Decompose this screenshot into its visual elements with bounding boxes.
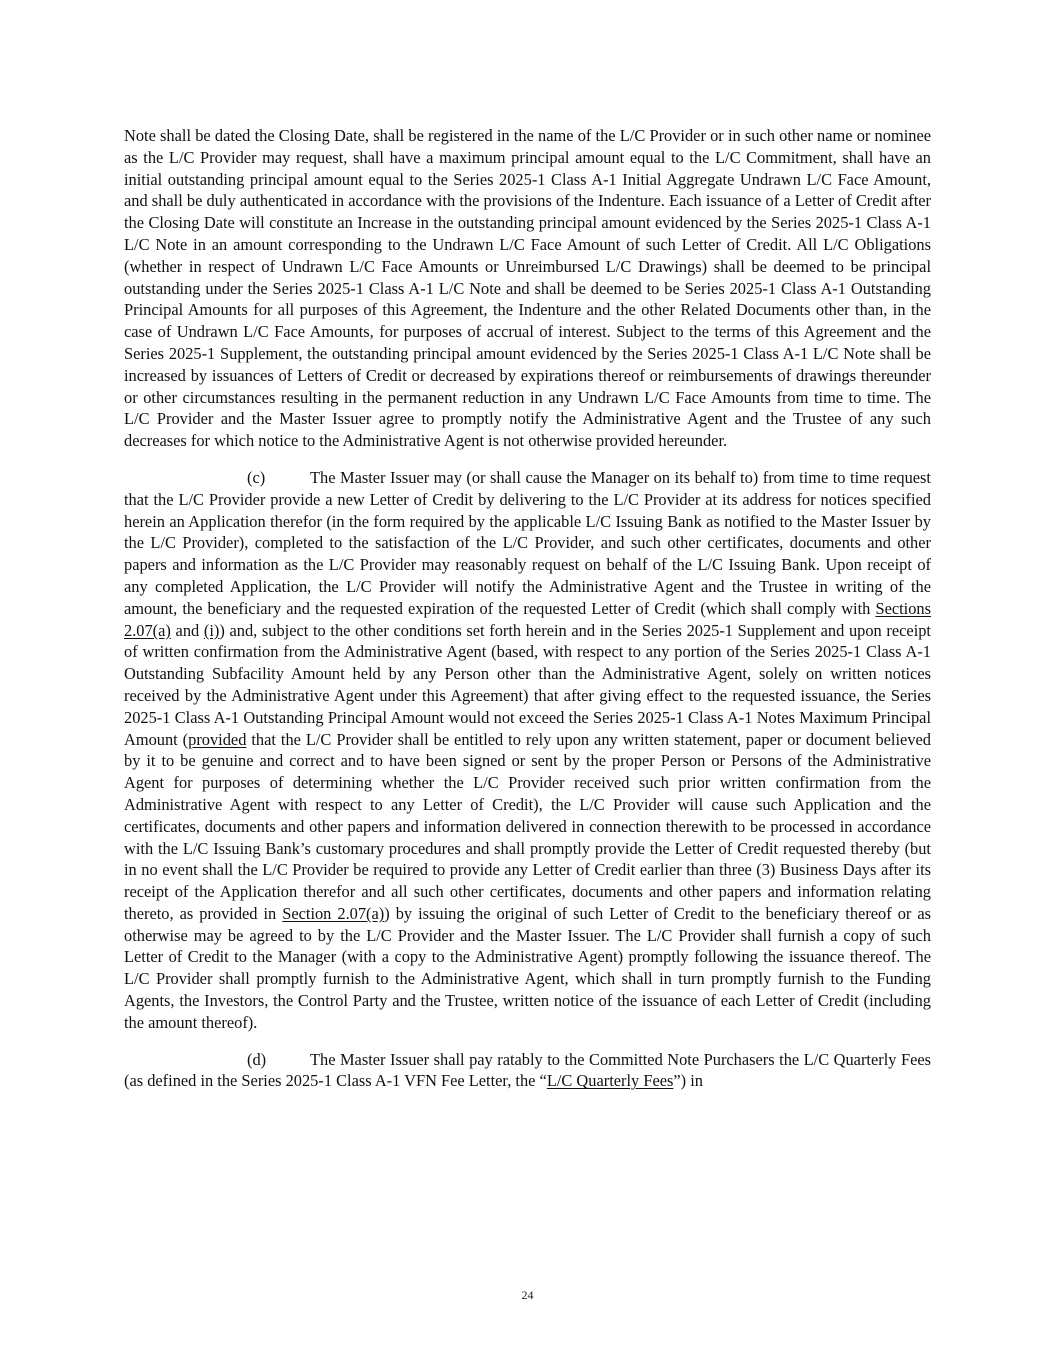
provided-term: provided: [188, 729, 247, 749]
defined-term-lc-quarterly-fees: L/C Quarterly Fees: [546, 1071, 674, 1091]
paragraph-c-text-1: The Master Issuer may (or shall cause the Manager on its behalf to) from time to time request that the L/C Provider provide a new Letter of Credit by delivering to the L/C Provider at its address for notices specified herein an Application therefor (in the form required by the applicable L/C Issuing Bank as notified to the Master Issuer by the L/C Provider), completed to the satisfaction of the L/C Provider, and such other certificates, documents and other papers and information as the L/C Provider may reasonably request on behalf of the L/C Issuing Bank. Upon receipt of any completed Application, the L/C Provider will notify the Administrative Agent and the Trustee in writing of the amount, the beneficiary and the requested expiration of the requested Letter of Credit (which shall comply with: [124, 467, 931, 618]
paragraph-b-continuation: Note shall be dated the Closing Date, shall be registered in the name of the L/C Provider or in such other name or nominee as the L/C Provider may request, shall have a maximum principal amount equal to the L/C Commitment, shall have an initial outstanding principal amount equal to the Series 2025-1 Class A-1 Initial Aggregate Undrawn L/C Face Amount, and shall be duly authenticated in accordance with the provisions of the Indenture. Each issuance of a Letter of Credit after the Closing Date will constitute an Increase in the outstanding principal amount evidenced by the Series 2025-1 Class A-1 L/C Note in an amount corresponding to the Undrawn L/C Face Amount of such Letter of Credit. All L/C Obligations (whether in respect of Undrawn L/C Face Amounts or Unreimbursed L/C Drawings) shall be deemed to be principal outstanding under the Series 2025-1 Class A-1 L/C Note and shall be deemed to be Series 2025-1 Class A-1 Outstanding Principal Amounts for all purposes of this Agreement, the Indenture and the other Related Documents other than, in the case of Undrawn L/C Face Amounts, for purposes of accrual of interest. Subject to the terms of this Agreement and the Series 2025-1 Supplement, the outstanding principal amount evidenced by the Series 2025-1 Class A-1 L/C Note shall be increased by issuances of Letters of Credit or decreased by expirations thereof or reimbursements of drawings thereunder or other circumstances resulting in the permanent reduction in any Undrawn L/C Face Amounts from time to time. The L/C Provider and the Master Issuer agree to promptly notify the Administrative Agent and the Trustee of any such decreases for which notice to the Administrative Agent is not otherwise provided hereunder.: [124, 126, 931, 451]
paragraph-c-text-4: that the L/C Provider shall be entitled to rely upon any written statement, paper or document believed by it to be genuine and correct and to have been signed or sent by the proper Person or Persons of the Administrative Agent for purposes of determining whether the L/C Provider received such prior written confirmation from the Administrative Agent with respect to any Letter of Credit), the L/C Provider will cause such Application and the certificates, documents and other papers and information delivered in connection therewith to be processed in accordance with the L/C Issuing Bank’s customary procedures and shall promptly provide the Letter of Credit requested thereby (but in no event shall the L/C Provider be required to provide any Letter of Credit earlier than three (3) Business Days after its receipt of the Application therefor and all such other certificates, documents and other papers and information relating thereto, as provided in: [124, 729, 931, 923]
paragraph-c-text-2: and: [170, 620, 204, 640]
paragraph-d-text-2: ”) in: [673, 1071, 703, 1091]
paragraph-d-text-1: The Master Issuer shall pay ratably to the Committed Note Purchasers the L/C Quarterly Fees (as defined in the Series 2025-1 Class A-1 VFN Fee Letter, the “: [124, 1049, 931, 1091]
paragraph-c-text-5: ) by issuing the original of such Letter of Credit to the beneficiary thereof or as otherwise may be agreed to by the L/C Provider and the Master Issuer. The L/C Provider shall furnish a copy of such Letter of Credit to the Manager (with a copy to the Administrative Agent) promptly following the issuance thereof. The L/C Provider shall promptly furnish to the Administrative Agent, which shall in turn promptly furnish to the Funding Agents, the Investors, the Control Party and the Trustee, written notice of the issuance of each Letter of Credit (including the amount thereof).: [124, 903, 931, 1032]
cross-reference-section-2-07-a: Section 2.07(a): [282, 903, 385, 923]
paragraph-d: [124, 1049, 931, 1093]
paragraph-d-label: (d): [247, 1049, 267, 1069]
cross-reference-sections-2-07-a: Sections 2.07(a): [124, 598, 931, 640]
document-body: [124, 125, 931, 1092]
cross-reference-i: (i): [203, 620, 220, 640]
paragraph-c-label: (c): [247, 467, 266, 487]
paragraph-c-text-3: ) and, subject to the other conditions set forth herein and in the Series 2025-1 Supplement and upon receipt of written confirmation from the Administrative Agent (based, with respect to any portion of the Series 2025-1 Class A-1 Outstanding Subfacility Amount held by any Person other than the Administrative Agent, solely on written notices received by the Administrative Agent under this Agreement) that after giving effect to the requested issuance, the Series 2025-1 Class A-1 Outstanding Principal Amount would not exceed the Series 2025-1 Class A-1 Notes Maximum Principal Amount (: [124, 620, 931, 749]
paragraph-c: [124, 467, 931, 1034]
page-number: 24: [521, 1288, 534, 1302]
